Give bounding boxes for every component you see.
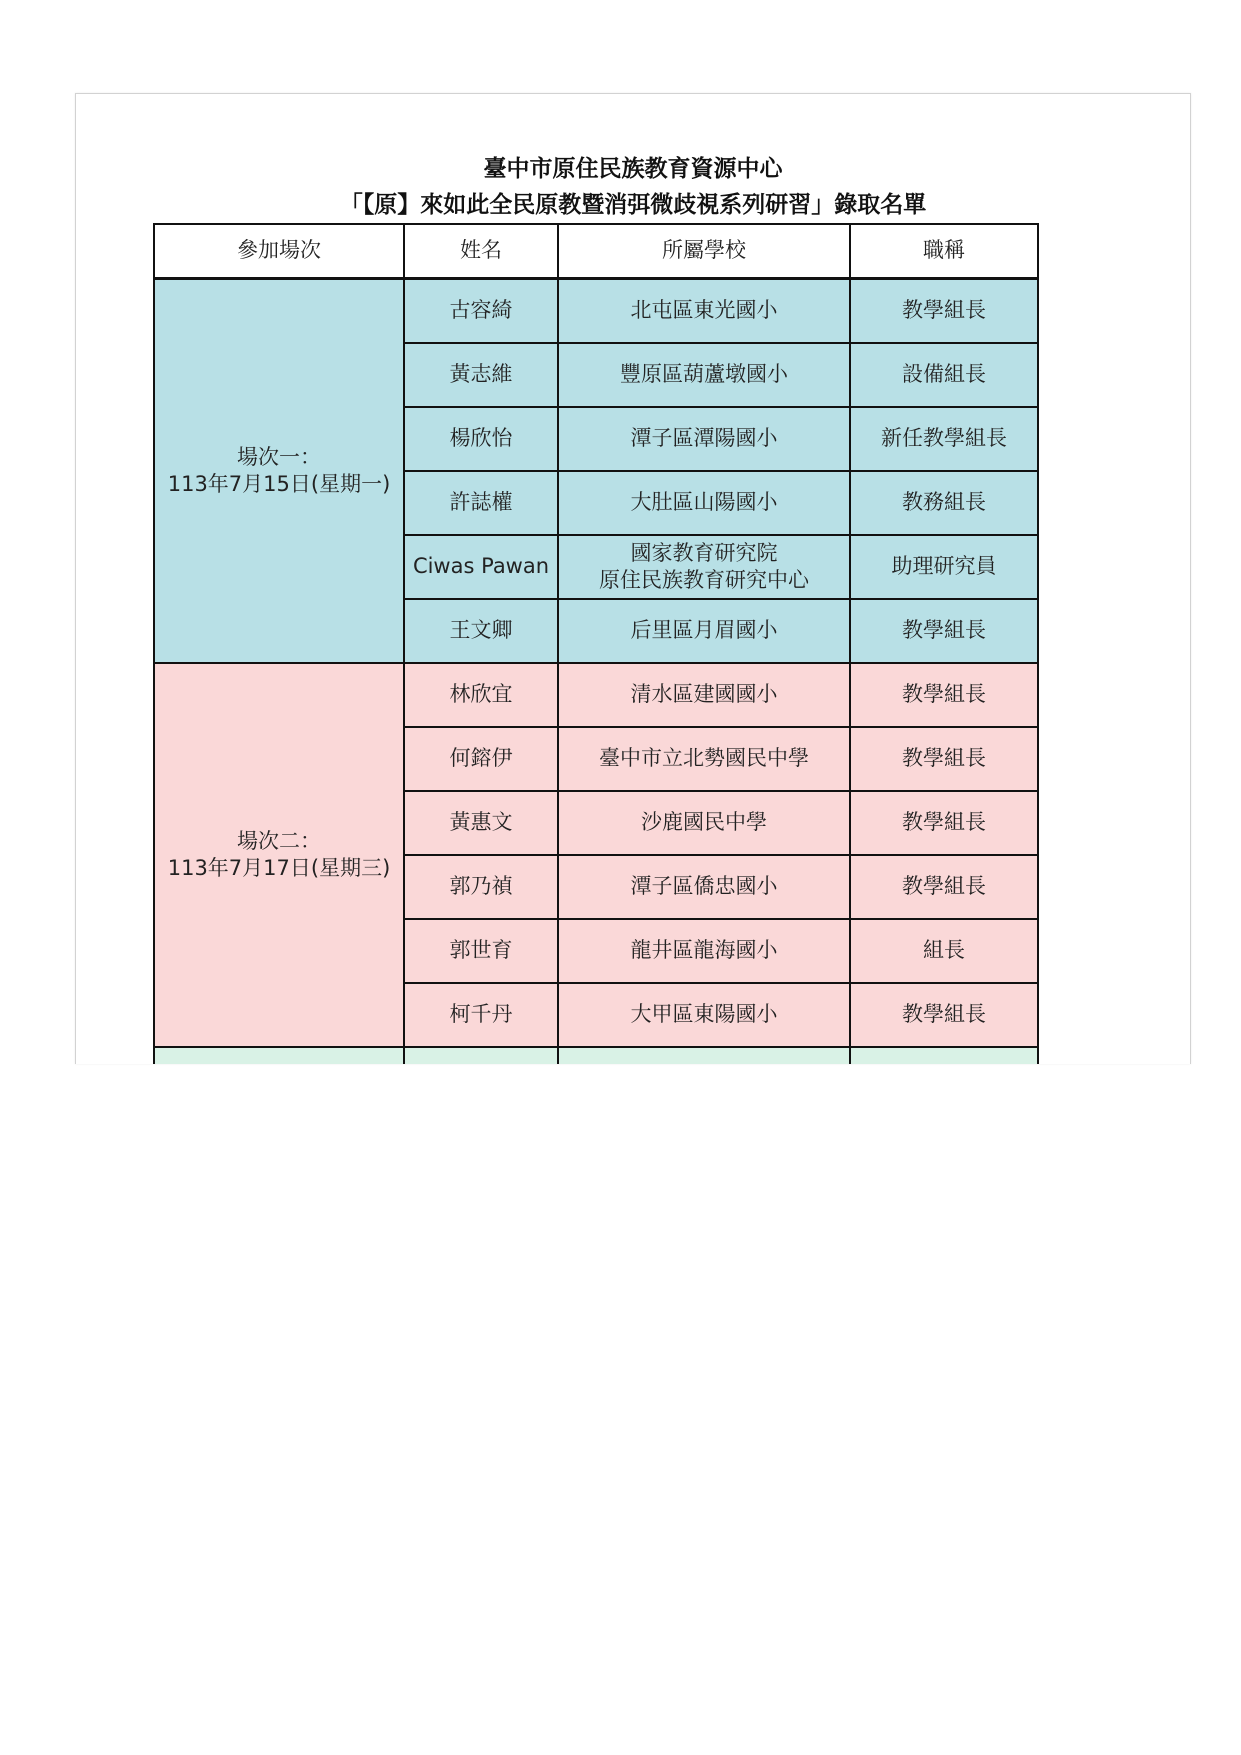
session-cell (154, 663, 404, 1047)
session-label: 場次二： (237, 828, 321, 853)
school-line: 后里區月眉國小 (630, 618, 778, 643)
participant-name: 何鎔伊 (404, 727, 558, 791)
participant-name: 柯千丹 (404, 983, 558, 1047)
participant-name: 黃志維 (404, 343, 558, 407)
participant-school (558, 471, 850, 535)
participant-school (558, 279, 850, 344)
participant-school (558, 535, 850, 599)
participant-name: 古容綺 (404, 279, 558, 344)
participant-school (558, 663, 850, 727)
participant-job-title: 組長 (850, 919, 1038, 983)
participant-job-title: 教務組長 (850, 471, 1038, 535)
participant-name: 許誌權 (404, 471, 558, 535)
document-page (75, 93, 1191, 1064)
participant-job-title: 助理研究員 (850, 535, 1038, 599)
participant-name: 林欣宜 (404, 663, 558, 727)
header-session: 參加場次 (154, 224, 404, 279)
header-job-title: 職稱 (850, 224, 1038, 279)
participant-school (558, 919, 850, 983)
participant-name: 王文卿 (404, 599, 558, 663)
table-row (154, 663, 1038, 727)
participant-name: 郭世育 (404, 919, 558, 983)
participant-job-title: 教學組長 (850, 855, 1038, 919)
school-line: 北屯區東光國小 (630, 298, 778, 323)
participant-job-title: 教學組長 (850, 983, 1038, 1047)
empty-cell (850, 1047, 1038, 1064)
school-line: 清水區建國國小 (630, 682, 778, 707)
school-line: 大肚區山陽國小 (630, 490, 778, 515)
participant-job-title: 教學組長 (850, 279, 1038, 344)
school-line: 國家教育研究院 (630, 540, 778, 565)
session-date: 113年7月17日(星期三) (167, 856, 391, 880)
participant-school (558, 727, 850, 791)
participant-school (558, 983, 850, 1047)
empty-cell (154, 1047, 404, 1064)
admission-table (153, 223, 1039, 1064)
participant-job-title: 教學組長 (850, 791, 1038, 855)
school-line: 龍井區龍海國小 (630, 938, 778, 963)
participant-name: Ciwas Pawan (404, 535, 558, 599)
school-line: 潭子區僑忠國小 (630, 874, 778, 899)
school-line: 潭子區潭陽國小 (630, 426, 778, 451)
session-date: 113年7月15日(星期一) (167, 472, 391, 496)
school-line: 大甲區東陽國小 (630, 1002, 778, 1027)
participant-school (558, 407, 850, 471)
participant-name: 黃惠文 (404, 791, 558, 855)
participant-job-title: 教學組長 (850, 663, 1038, 727)
session-label: 場次一： (237, 444, 321, 469)
school-line: 原住民族教育研究中心 (599, 568, 809, 592)
session-cell (154, 279, 404, 664)
participant-name: 郭乃禎 (404, 855, 558, 919)
table-row (154, 1047, 1038, 1064)
participant-school (558, 599, 850, 663)
participant-name: 楊欣怡 (404, 407, 558, 471)
participant-job-title: 設備組長 (850, 343, 1038, 407)
document-title: 臺中市原住民族教育資源中心 (483, 156, 783, 182)
school-line: 豐原區葫蘆墩國小 (620, 362, 788, 387)
participant-school (558, 791, 850, 855)
participant-school (558, 343, 850, 407)
participant-job-title: 新任教學組長 (850, 407, 1038, 471)
table-row (154, 279, 1038, 344)
header-name: 姓名 (404, 224, 558, 279)
document-subtitle: 「【原】來如此全民原教暨消弭微歧視系列研習」錄取名單 (339, 192, 927, 218)
empty-cell (404, 1047, 558, 1064)
participant-job-title: 教學組長 (850, 727, 1038, 791)
table-header-row (154, 224, 1038, 279)
empty-cell (558, 1047, 850, 1064)
participant-school (558, 855, 850, 919)
header-school: 所屬學校 (558, 224, 850, 279)
participant-job-title: 教學組長 (850, 599, 1038, 663)
school-line: 沙鹿國民中學 (641, 810, 767, 835)
school-line: 臺中市立北勢國民中學 (599, 746, 809, 771)
